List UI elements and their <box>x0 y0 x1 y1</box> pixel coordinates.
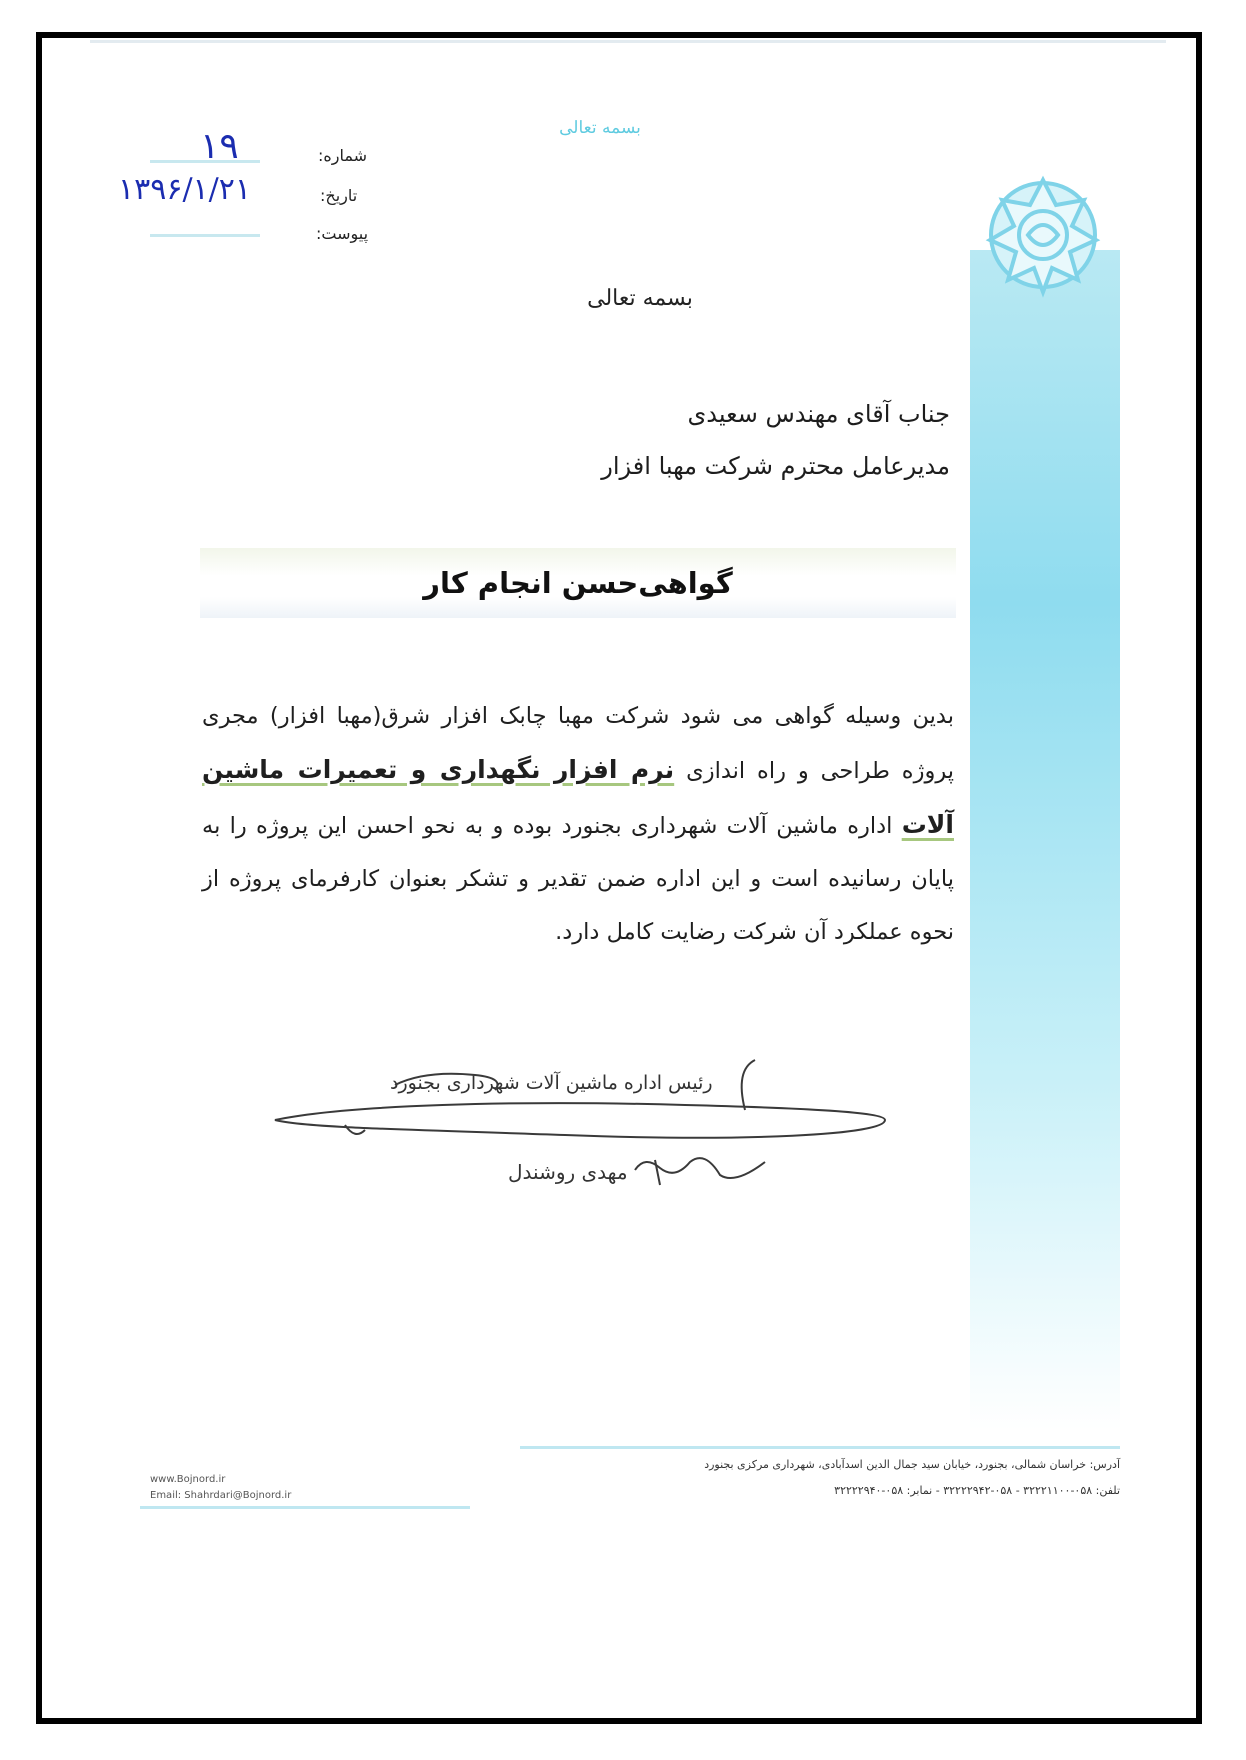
footer-website: www.Bojnord.ir <box>150 1474 226 1485</box>
page-top-edge <box>90 40 1166 43</box>
certificate-body <box>202 690 954 959</box>
date-label: تاریخ: <box>320 186 358 205</box>
recipient-line-2: مدیرعامل محترم شرکت مهبا افزار <box>601 452 950 480</box>
signature-role: رئیس اداره ماشین آلات شهرداری بجنورد <box>390 1072 713 1094</box>
recipient-line-1: جناب آقای مهندس سعیدی <box>687 400 950 428</box>
footer-left-line <box>140 1506 470 1509</box>
footer-phones: تلفن: ۰۵۸-۳۲۲۲۱۱۰۰ - ۰۵۸-۳۲۲۲۲۹۴۲ - نمابر: ۰۵۸-۳۲۲۲۲۹۴۰ <box>834 1484 1120 1497</box>
number-label: شماره: <box>318 146 368 165</box>
body-text-bold: نرم افزار نگهداری و تعمیرات ماشین آلات <box>202 755 954 839</box>
handwritten-number: ۱۹ <box>200 126 239 167</box>
body-text-part-2: اداره ماشین آلات شهرداری بجنورد بوده و به نحو احسن این پروژه را به پایان رسانیده است و این اداره ضمن تقدیر و تشکر بعنوان کارفرمای پروژه از نحوه عملکرد آن شرکت رضایت کامل دارد. <box>202 813 954 945</box>
attachment-label: پیوست: <box>316 224 369 243</box>
letter-basmala: بسمه تعالی <box>587 286 693 311</box>
decorative-side-band <box>970 250 1120 1430</box>
handwritten-date: ۱۳۹۶/۱/۲۱ <box>118 172 252 207</box>
header-basmala: بسمه تعالی <box>559 118 641 138</box>
body-text-part-1: بدین وسیله گواهی می شود شرکت مهبا چابک افزار شرق(مهبا افزار) مجری پروژه طراحی و راه اندازی <box>202 703 954 784</box>
signatory-name: مهدی روشندل <box>508 1160 628 1184</box>
municipality-logo-icon <box>968 160 1118 310</box>
attachment-line <box>150 234 260 237</box>
footer-email: Email: Shahrdari@Bojnord.ir <box>150 1490 292 1501</box>
footer-top-line <box>520 1446 1120 1449</box>
certificate-title: گواهی‌حسن انجام کار <box>423 566 733 600</box>
footer-address: آدرس: خراسان شمالی، بجنورد، خیابان سید جمال الدین اسدآبادی، شهرداری مرکزی بجنورد <box>704 1458 1120 1471</box>
